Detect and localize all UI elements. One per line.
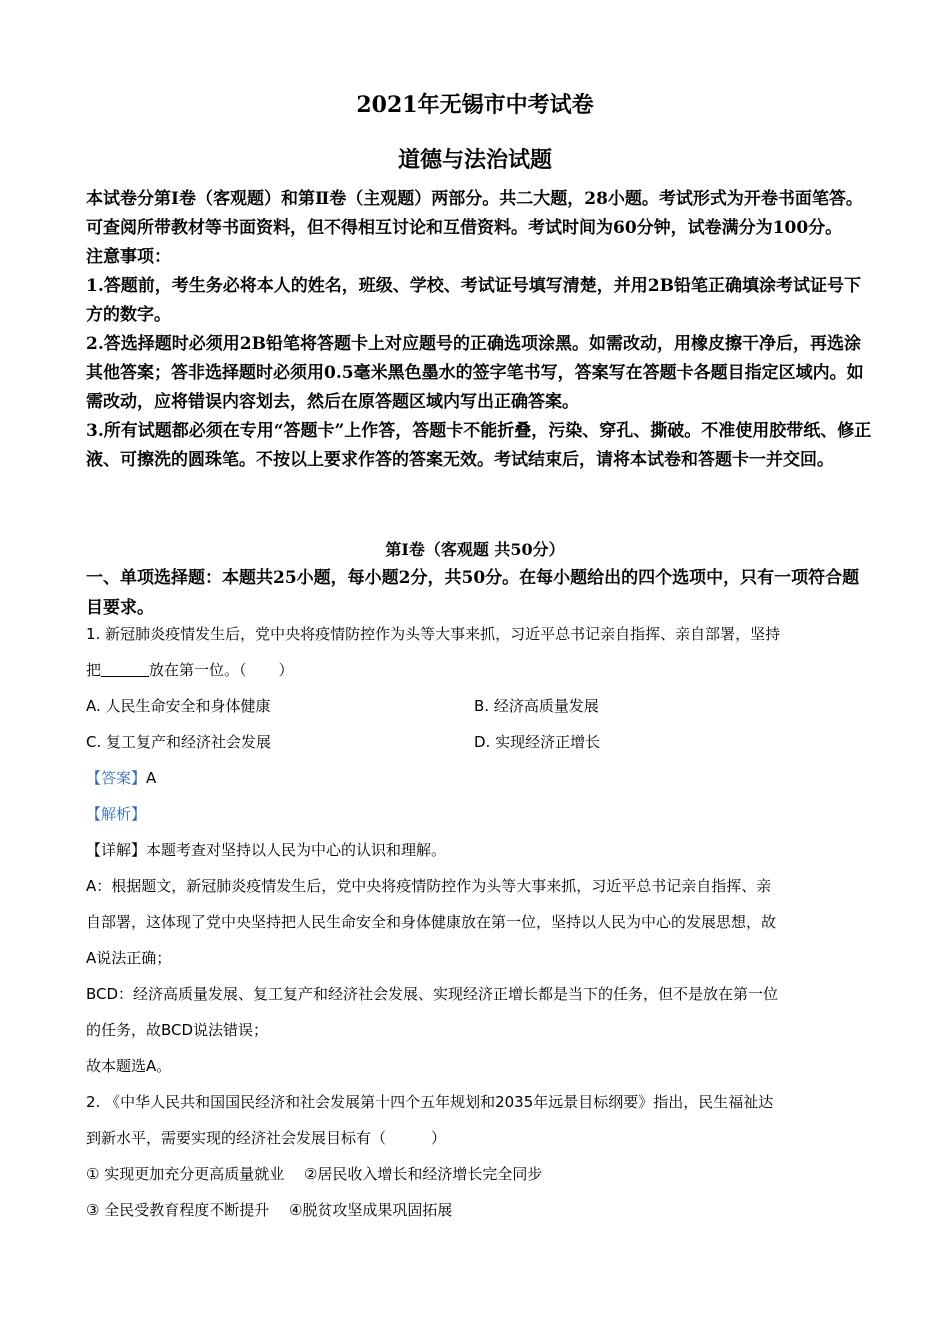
q2-stem-line1: 2. 《中华人民共和国国民经济和社会发展第十四个五年规划和2035年远景目标纲要》指出，民生福祉达	[86, 1093, 774, 1111]
q1-option-c: C. 复工复产和经济社会发展	[86, 733, 272, 751]
q1-option-a: A. 人民生命安全和身体健康	[86, 697, 271, 715]
q2-items-line2: ③ 全民受教育程度不断提升 ④脱贫攻坚成果巩固拓展	[86, 1201, 453, 1219]
q1-stem-prefix: 把	[86, 661, 102, 679]
q1-explanation-line3: A说法正确；	[86, 949, 172, 967]
notice-label: 注意事项：	[86, 247, 171, 267]
exam-title: 2021年无锡市中考试卷	[356, 92, 594, 118]
q1-answer-label: 【答案】	[86, 769, 147, 787]
q1-stem-suffix: ）	[278, 661, 294, 679]
section-heading: 第Ⅰ卷（客观题 共50分）	[385, 540, 565, 559]
q1-explanation-line1: A：根据题文，新冠肺炎疫情发生后，党中央将疫情防控作为头等大事来抓，习近平总书记亲自指挥、亲	[86, 877, 772, 895]
notice-item-2: 2.答选择题时必须用2B铅笔将答题卡上对应题号的正确选项涂黑。如需改动，用橡皮擦干净后，再选涂其他答案；答非选择题时必须用0.5毫米黑色墨水的签字笔书写，答案写在答题卡各题目指定区域内。如需改动，应将错误内容划去，然后在原答题区域内写出正确答案。	[86, 334, 864, 412]
q1-analysis-label: 【解析】	[86, 805, 147, 823]
question-1	[86, 616, 876, 1084]
q2-stem-line2: 到新水平，需要实现的经济社会发展目标有（ ）	[86, 1129, 447, 1147]
q1-answer	[86, 760, 876, 796]
exam-subtitle: 道德与法治试题	[397, 147, 552, 173]
question-2	[86, 1084, 876, 1228]
q1-stem-line1: 1. 新冠肺炎疫情发生后，党中央将疫情防控作为头等大事来抓，习近平总书记亲自指挥、亲自部署，坚持	[86, 625, 781, 643]
exam-intro	[86, 185, 876, 475]
q1-conclusion: 故本题选A。	[86, 1057, 172, 1075]
q1-option-d: D. 实现经济正增长	[474, 733, 601, 751]
q1-answer-value: A	[146, 769, 157, 787]
q1-options-row-1	[86, 688, 876, 724]
q1-detail: 【详解】本题考查对坚持以人民为中心的认识和理解。	[86, 841, 447, 859]
q1-stem-middle: 放在第一位。（	[149, 661, 247, 679]
notice-item-3: 3.所有试题都必须在专用“答题卡”上作答，答题卡不能折叠，污染、穿孔、撕破。不准使用胶带纸、修正液、可擦洗的圆珠笔。不按以上要求作答的答案无效。考试结束后，请将本试卷和答题卡一并交回。	[86, 421, 872, 470]
q2-items-line1: ① 实现更加充分更高质量就业 ②居民收入增长和经济增长完全同步	[86, 1165, 543, 1183]
q1-explanation-line4: BCD：经济高质量发展、复工复产和经济社会发展、实现经济正增长都是当下的任务，但不是放在第一位	[86, 985, 779, 1003]
q1-options-row-2	[86, 724, 876, 760]
intro-paragraph: 本试卷分第Ⅰ卷（客观题）和第Ⅱ卷（主观题）两部分。共二大题，28小题。考试形式为开卷书面笔答。可查阅所带教材等书面资料，但不得相互讨论和互借资料。考试时间为60分钟，试卷满分为100分。	[86, 189, 863, 238]
q1-explanation-line2: 自部署，这体现了党中央坚持把人民生命安全和身体健康放在第一位，坚持以人民为中心的发展思想，故	[86, 913, 777, 931]
notice-item-1: 1.答题前，考生务必将本人的姓名，班级、学校、考试证号填写清楚，并用2B铅笔正确填涂考试证号下方的数字。	[86, 276, 861, 325]
q1-stem-line2	[86, 652, 876, 688]
q1-option-b: B. 经济高质量发展	[474, 697, 599, 715]
q1-blank	[101, 658, 149, 677]
q1-explanation-line5: 的任务，故BCD说法错误；	[86, 1021, 269, 1039]
section-instruction: 一、单项选择题：本题共25小题，每小题2分，共50分。在每小题给出的四个选项中，只有一项符合题目要求。	[86, 568, 860, 618]
